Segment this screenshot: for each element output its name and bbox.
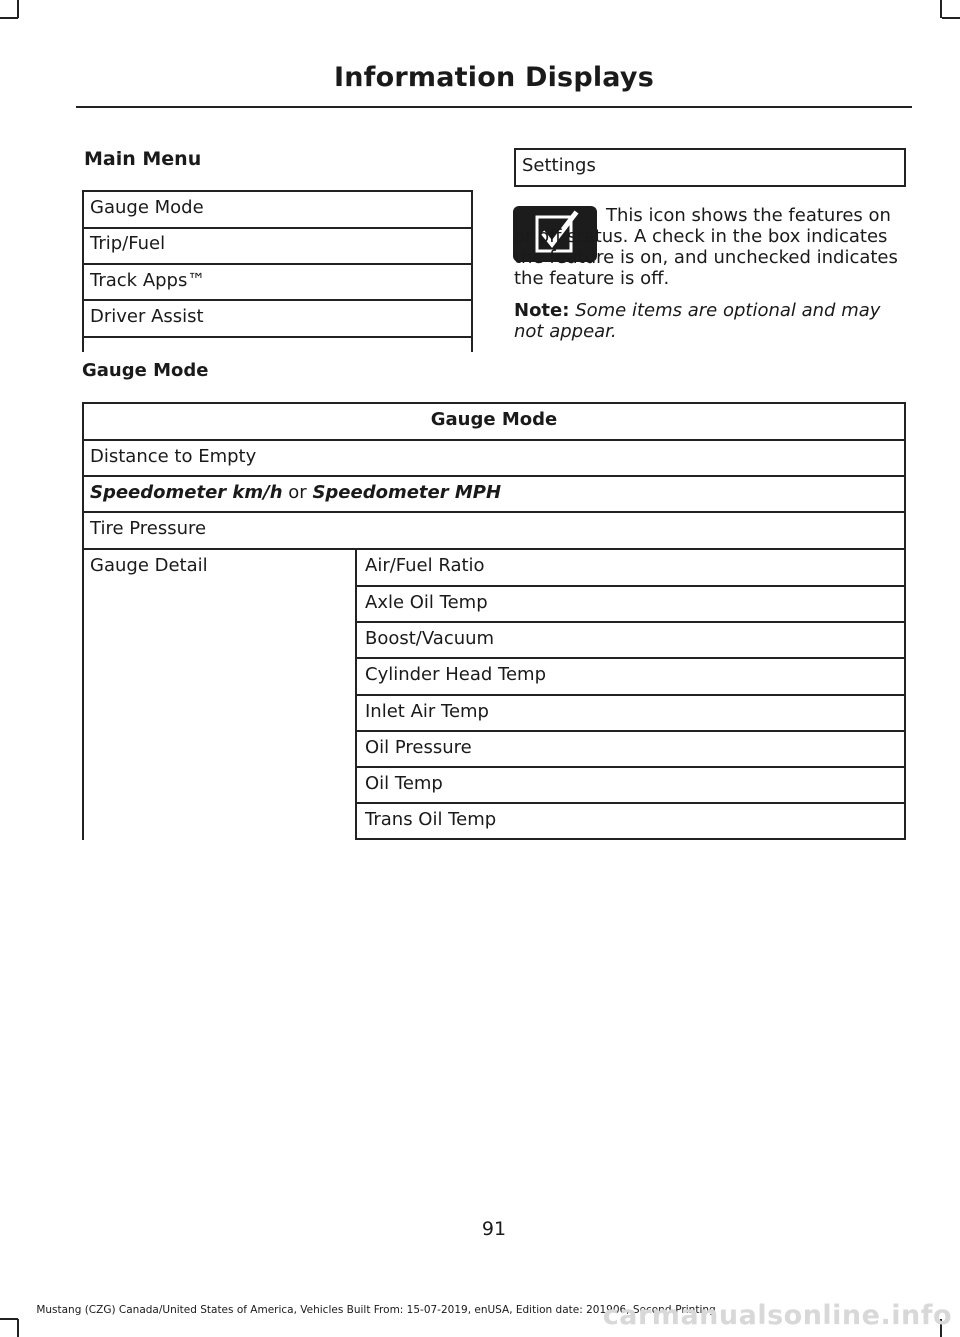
gauge-mode-heading: Gauge Mode — [82, 360, 209, 381]
speedometer-kmh: Speedometer km/h — [90, 482, 283, 503]
crop-mark — [0, 1318, 18, 1320]
main-menu-item-driver-assist: Driver Assist — [90, 306, 204, 327]
gauge-detail-item: Oil Temp — [365, 773, 443, 794]
note-label: Note: — [514, 300, 570, 321]
gauge-detail-item: Boost/Vacuum — [365, 628, 495, 649]
crop-mark — [940, 0, 942, 18]
crop-mark — [17, 0, 19, 18]
crop-mark — [0, 17, 18, 19]
page-title: Information Displays — [334, 62, 654, 93]
crop-mark — [17, 1319, 19, 1337]
footer-text: Mustang (CZG) Canada/United States of America, Vehicles Built From: 15-07-2019, enUSA, Edition date: 201906, Second-Printing — [36, 1304, 716, 1316]
settings-description: This icon shows the features on or off status. A check in the box indicates the feature is on, and unchecked indicates the feature is off. — [514, 205, 898, 289]
settings-label: Settings — [522, 155, 596, 176]
note-text: Some items are optional and may not appear. — [514, 300, 881, 342]
gauge-detail-item: Air/Fuel Ratio — [365, 555, 485, 576]
crop-mark — [942, 17, 960, 19]
gauge-detail-item: Axle Oil Temp — [365, 592, 488, 613]
gauge-detail-label: Gauge Detail — [90, 555, 208, 576]
gauge-mode-table-title: Gauge Mode — [430, 409, 558, 430]
speedometer-or: or — [288, 482, 307, 503]
row-distance-to-empty: Distance to Empty — [90, 446, 257, 467]
main-menu-item-track-apps: Track Apps™ — [90, 270, 206, 291]
row-speedometer — [82, 475, 906, 512]
row-tire-pressure: Tire Pressure — [90, 518, 207, 539]
main-menu-heading: Main Menu — [84, 148, 202, 170]
gauge-detail-item: Trans Oil Temp — [365, 809, 497, 830]
settings-note — [514, 300, 908, 342]
gauge-detail-item: Cylinder Head Temp — [365, 664, 547, 685]
page-number: 91 — [481, 1218, 507, 1240]
watermark: carmanualsonline.info — [602, 1300, 952, 1331]
speedometer-mph: Speedometer MPH — [312, 482, 502, 503]
gauge-detail-item: Oil Pressure — [365, 737, 472, 758]
gauge-detail-item: Inlet Air Temp — [365, 701, 489, 722]
main-menu-item-gauge-mode: Gauge Mode — [90, 197, 204, 218]
header-divider — [76, 106, 912, 108]
main-menu-item-trip-fuel: Trip/Fuel — [90, 233, 166, 254]
